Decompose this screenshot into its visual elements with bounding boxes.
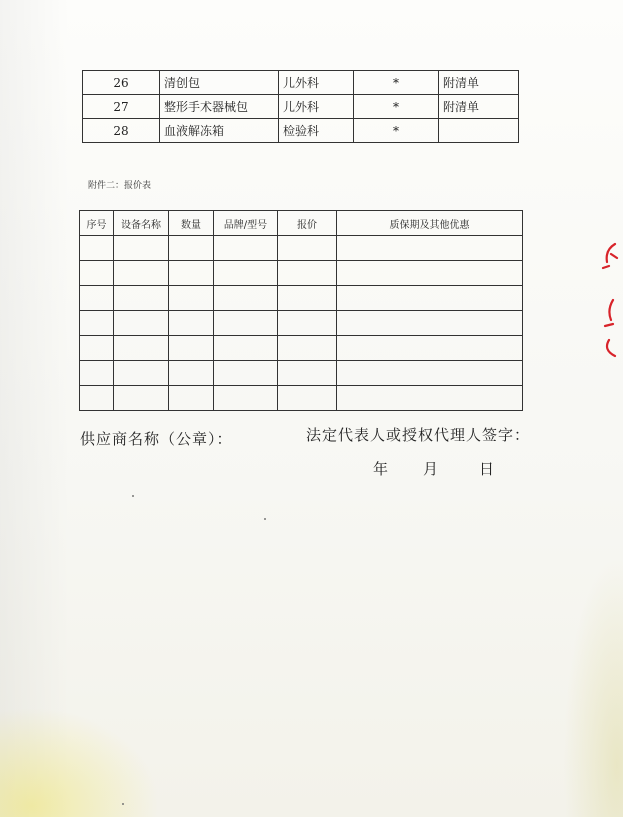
- quote-cell-empty: [278, 286, 337, 311]
- table-row: [83, 119, 519, 143]
- header-no: 序号: [80, 211, 114, 236]
- quote-cell-empty: [169, 386, 214, 411]
- quote-row-empty: [80, 386, 523, 411]
- quote-row-empty: [80, 236, 523, 261]
- scan-shadow-left: [0, 0, 70, 817]
- quote-cell-empty: [278, 236, 337, 261]
- quote-cell-empty: [337, 386, 523, 411]
- quote-cell-empty: [169, 261, 214, 286]
- mark: *: [354, 119, 439, 143]
- scan-speck: [122, 803, 124, 805]
- scan-speck: [132, 495, 134, 497]
- quote-cell-empty: [337, 311, 523, 336]
- quote-cell-empty: [114, 311, 169, 336]
- department: 儿外科: [279, 71, 354, 95]
- scan-stain-bottom: [0, 707, 160, 817]
- quote-cell-empty: [114, 361, 169, 386]
- mark: *: [354, 95, 439, 119]
- quote-cell-empty: [214, 361, 278, 386]
- quote-cell-empty: [214, 286, 278, 311]
- quote-cell-empty: [169, 286, 214, 311]
- quote-cell-empty: [114, 236, 169, 261]
- quote-row-empty: [80, 311, 523, 336]
- department: 儿外科: [279, 95, 354, 119]
- quote-cell-empty: [114, 286, 169, 311]
- quote-cell-empty: [337, 336, 523, 361]
- table-row: [83, 95, 519, 119]
- note: 附清单: [439, 95, 519, 119]
- quote-cell-empty: [337, 261, 523, 286]
- header-warranty: 质保期及其他优惠: [337, 211, 523, 236]
- quote-row-empty: [80, 336, 523, 361]
- header-equipment-name: 设备名称: [114, 211, 169, 236]
- quote-cell-empty: [337, 286, 523, 311]
- quote-cell-empty: [278, 261, 337, 286]
- quote-cell-empty: [214, 236, 278, 261]
- equipment-name: 清创包: [160, 71, 279, 95]
- header-price: 报价: [278, 211, 337, 236]
- quote-cell-empty: [278, 336, 337, 361]
- quote-table-body: [80, 236, 523, 411]
- quote-cell-empty: [278, 361, 337, 386]
- quote-cell-empty: [337, 361, 523, 386]
- quote-row-empty: [80, 286, 523, 311]
- equipment-name: 整形手术器械包: [160, 95, 279, 119]
- quote-cell-empty: [214, 311, 278, 336]
- equipment-name: 血液解冻箱: [160, 119, 279, 143]
- row-number: 26: [83, 71, 160, 95]
- quote-cell-empty: [80, 336, 114, 361]
- department: 检验科: [279, 119, 354, 143]
- scan-stain-right: [563, 557, 623, 817]
- day-label: 日: [479, 460, 495, 478]
- row-number: 27: [83, 95, 160, 119]
- row-number: 28: [83, 119, 160, 143]
- quote-cell-empty: [169, 361, 214, 386]
- scan-speck: [264, 518, 266, 520]
- quote-cell-empty: [278, 386, 337, 411]
- quote-cell-empty: [114, 386, 169, 411]
- note: 附清单: [439, 71, 519, 95]
- quote-cell-empty: [214, 336, 278, 361]
- quote-cell-empty: [114, 261, 169, 286]
- year-label: 年: [373, 460, 389, 478]
- table-header-row: [80, 211, 523, 236]
- red-stamp-edge: [597, 240, 619, 360]
- attachment-title: 附件二：报价表: [88, 181, 152, 191]
- table-row: [83, 71, 519, 95]
- equipment-table: [82, 70, 519, 143]
- note: [439, 119, 519, 143]
- quote-cell-empty: [169, 236, 214, 261]
- quote-cell-empty: [114, 336, 169, 361]
- quote-cell-empty: [214, 386, 278, 411]
- quote-cell-empty: [278, 311, 337, 336]
- quote-cell-empty: [80, 236, 114, 261]
- signature-label: 法定代表人或授权代理人签字：: [306, 426, 531, 444]
- quote-row-empty: [80, 361, 523, 386]
- quote-cell-empty: [80, 386, 114, 411]
- header-brand-model: 品牌/型号: [214, 211, 278, 236]
- quote-cell-empty: [80, 261, 114, 286]
- quote-cell-empty: [80, 311, 114, 336]
- quote-row-empty: [80, 261, 523, 286]
- quote-cell-empty: [80, 286, 114, 311]
- quote-cell-empty: [80, 361, 114, 386]
- supplier-label: 供应商名称（公章）：: [80, 430, 233, 448]
- quote-cell-empty: [169, 311, 214, 336]
- quote-cell-empty: [169, 336, 214, 361]
- header-quantity: 数量: [169, 211, 214, 236]
- quote-table: [79, 210, 523, 411]
- quote-cell-empty: [337, 236, 523, 261]
- month-label: 月: [423, 460, 439, 478]
- quote-cell-empty: [214, 261, 278, 286]
- mark: *: [354, 71, 439, 95]
